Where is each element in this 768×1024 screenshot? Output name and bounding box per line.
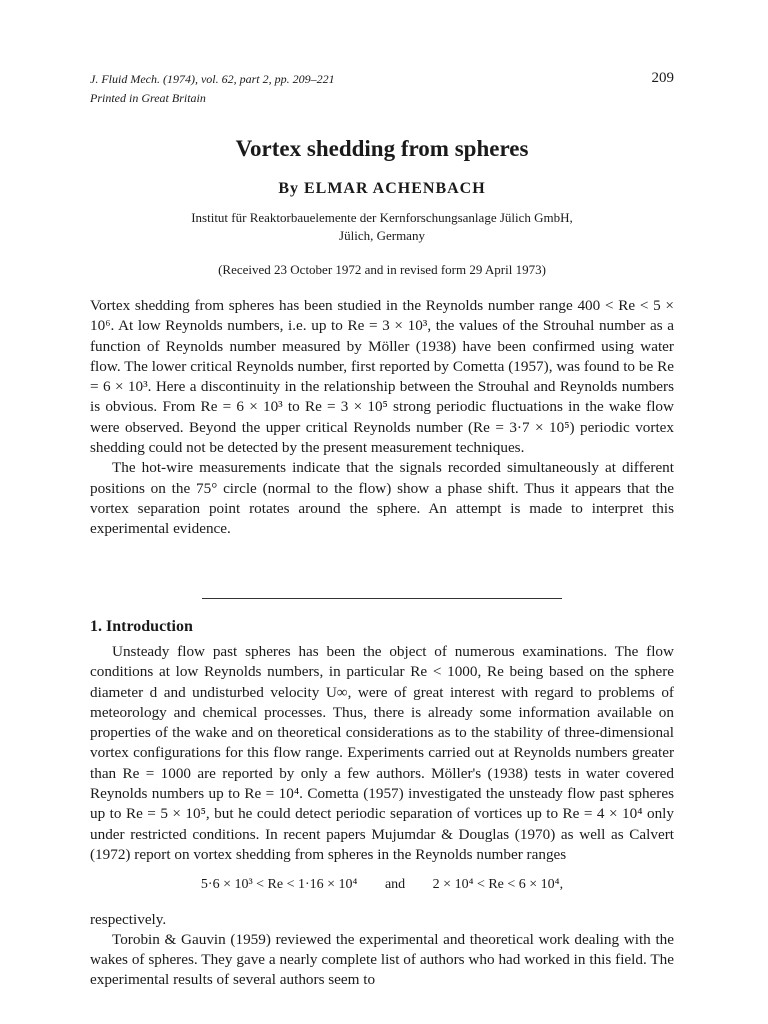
intro-paragraph-2: Torobin & Gauvin (1959) reviewed the experimental and theoretical work dealing with the wakes of spheres. They gave a nearly complete list of authors who had worked in this field. The experimental results of several authors seem to <box>90 930 674 989</box>
page-number: 209 <box>651 70 674 86</box>
abstract <box>90 296 674 540</box>
paper-page <box>90 0 674 1024</box>
author-line: By ELMAR ACHENBACH <box>278 180 486 197</box>
received-dates: (Received 23 October 1972 and in revised form 29 April 1973) <box>218 262 546 277</box>
introduction-body <box>90 642 674 991</box>
equation-left: 5·6 × 10³ < Re < 1·16 × 10⁴ <box>200 877 358 893</box>
section-heading: 1. Introduction <box>90 618 193 635</box>
journal-citation: J. Fluid Mech. (1974), vol. 62, part 2, pp. 209–221 <box>90 72 335 86</box>
section-divider <box>202 598 562 599</box>
abstract-paragraph-1: Vortex shedding from spheres has been studied in the Reynolds number range 400 < Re < 5 × 10⁶. At low Reynolds numbers, i.e. up to Re = 3 × 10³, the values of the Strouhal number as a function of Reynolds number measured by Möller (1938) have been confirmed using water flow. The lower critical Reynolds number, first reported by Cometta (1957), was found to be Re = 6 × 10³. Here a discontinuity in the relationship between the Strouhal and Reynolds numbers is obvious. From Re = 6 × 10³ to Re = 3 × 10⁵ strong periodic fluctuations in the wake flow were observed. Beyond the upper critical Reynolds number (Re = 3·7 × 10⁵) periodic vortex shedding could not be detected by the present measurement techniques. <box>90 297 674 457</box>
affiliation-line-2: Jülich, Germany <box>339 228 425 243</box>
reynolds-range-equation <box>90 875 674 895</box>
abstract-paragraph-2: The hot-wire measurements indicate that the signals recorded simultaneously at different positions on the 75° circle (normal to the flow) show a phase shift. Thus it appears that the vortex separation point rotates around the sphere. An attempt is made to interpret this experimental evidence. <box>90 459 674 538</box>
affiliation <box>90 209 674 245</box>
equation-right: 2 × 10⁴ < Re < 6 × 10⁴, <box>432 877 564 893</box>
equation-conjunction: and <box>384 877 406 893</box>
printed-note: Printed in Great Britain <box>90 91 206 105</box>
intro-paragraph-1-end: respectively. <box>90 910 167 928</box>
affiliation-line-1: Institut für Reaktorbauelemente der Kernforschungsanlage Jülich GmbH, <box>191 210 573 225</box>
paper-title: Vortex shedding from spheres <box>235 136 529 161</box>
intro-paragraph-1: Unsteady flow past spheres has been the object of numerous examinations. The flow conditions at low Reynolds numbers, in particular Re < 1000, Re being based on the sphere diameter d and undisturbed velocity U∞, were of great interest with regard to problems of meteorology and chemical processes. Thus, there is already some information available on properties of the wake and on theoretical considerations as to the stability of three-dimensional vortex configurations for this flow range. Experiments carried out at Reynolds numbers greater than Re = 1000 are reported by only a few authors. Möller's (1938) tests in water covered Reynolds numbers up to Re = 10⁴. Cometta (1957) investigated the unsteady flow past spheres up to Re = 5 × 10⁵, but he could detect periodic separation of vortices up to Re = 4 × 10⁴ only under restricted conditions. In recent papers Mujumdar & Douglas (1970) as well as Calvert (1972) report on vortex shedding from spheres in the Reynolds number ranges <box>90 643 674 863</box>
